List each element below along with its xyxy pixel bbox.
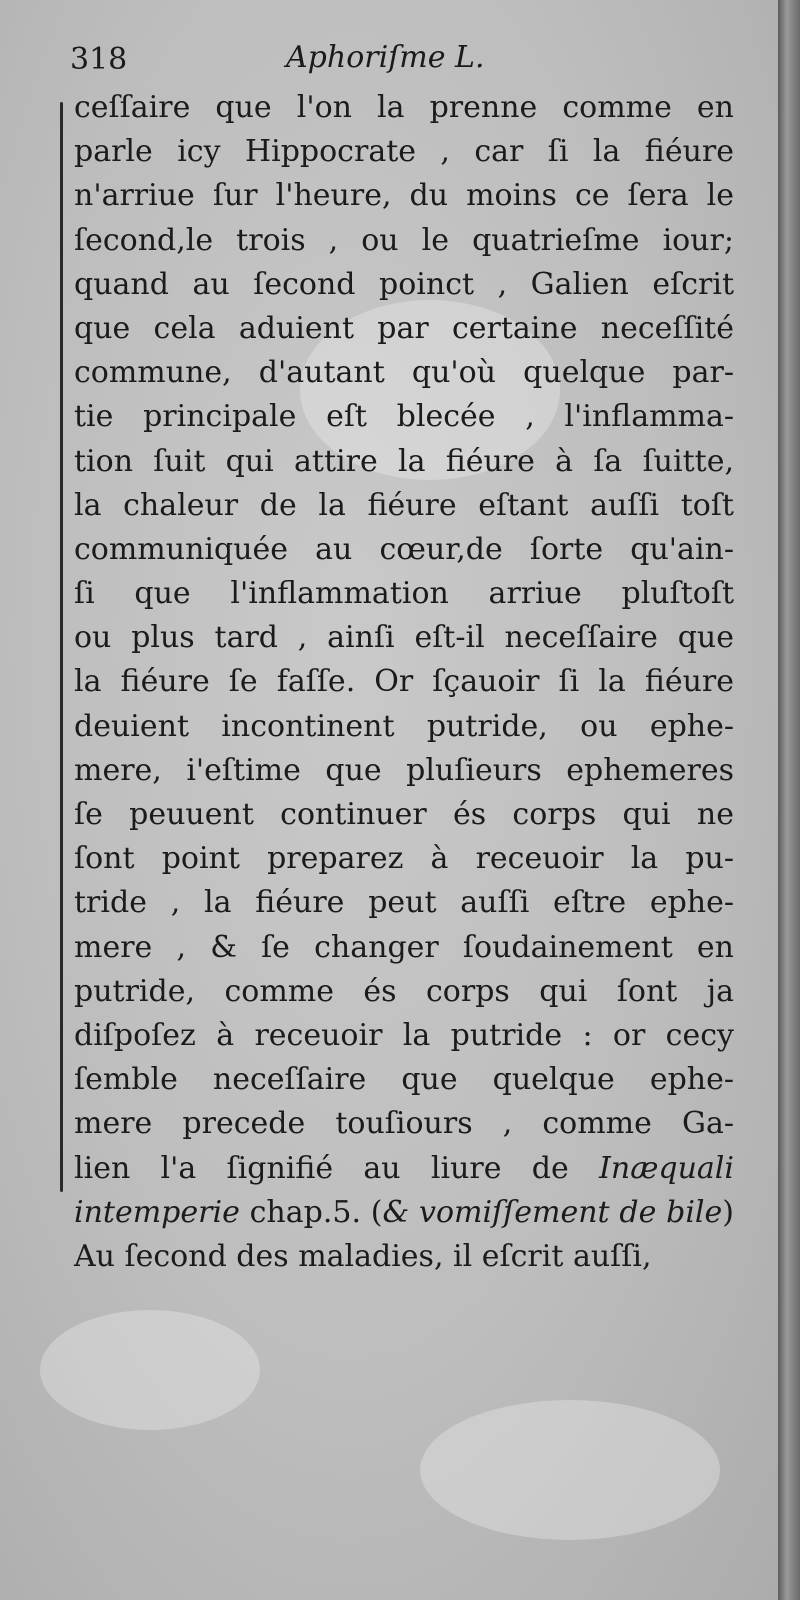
text-line: Au ſecond des maladies, il eſcrit auſſi,: [74, 1238, 652, 1274]
text-line: mere , & ſe changer ſoudainement en: [74, 929, 734, 965]
text-line: parle icy Hippocrate , car ſi la fiéure: [74, 134, 734, 170]
text-line: communiquée au cœur,de ſorte qu'ain-: [74, 531, 734, 567]
text-span: ): [722, 1194, 734, 1230]
italic-title: intemperie: [74, 1194, 240, 1230]
paper-stain: [420, 1400, 720, 1540]
text-line: que cela aduient par certaine neceſſité: [74, 310, 734, 346]
margin-rule: [60, 102, 63, 1192]
text-line: ſe peuuent continuer és corps qui ne: [74, 797, 734, 832]
text-line-with-italic: [74, 1147, 734, 1191]
text-line: tie principale eſt blecée , l'inflamma-: [74, 399, 734, 435]
book-gutter: [778, 0, 800, 1600]
text-span: lien l'a ſignifié au liure de: [74, 1150, 569, 1186]
paper-stain: [40, 1310, 260, 1430]
running-head: Aphoriſme L.: [286, 40, 485, 75]
text-line: ſecond,le trois , ou le quatrieſme iour;: [74, 222, 734, 258]
text-line: ſont point preparez à receuoir la pu-: [74, 841, 734, 877]
page-header: [68, 38, 708, 86]
text-span: chap.5. (: [239, 1194, 383, 1230]
text-line: quand au ſecond poinct , Galien eſcrit: [74, 266, 734, 302]
text-line: ou plus tard , ainſi eſt-il neceſſaire que: [74, 620, 734, 656]
text-line: mere, i'eſtime que pluſieurs ephemeres: [74, 752, 734, 788]
text-line-with-italic: [74, 1191, 734, 1235]
body-text: [74, 86, 734, 1279]
text-line: tride , la fiéure peut auſſi eſtre ephe-: [74, 885, 734, 921]
text-line: la fiéure ſe faſſe. Or ſçauoir ſi la fiéure: [74, 664, 734, 700]
text-line: n'arriue ſur l'heure, du moins ce ſera le: [74, 178, 734, 214]
italic-title: Inæquali: [599, 1150, 734, 1186]
text-line: deuient incontinent putride, ou ephe-: [74, 708, 734, 744]
text-line: ceſſaire que l'on la prenne comme en: [74, 90, 734, 125]
text-line: putride, comme és corps qui ſont ja: [74, 973, 734, 1009]
text-line: diſpoſez à receuoir la putride : or cecy: [74, 1017, 734, 1053]
text-line: commune, d'autant qu'où quelque par-: [74, 355, 734, 391]
italic-text: & vomiſſement de bile: [382, 1194, 723, 1230]
text-line: ſi que l'inflammation arriue pluſtoſt: [74, 576, 734, 612]
page-number: 318: [70, 42, 128, 77]
text-line: ſemble neceſſaire que quelque ephe-: [74, 1062, 734, 1098]
text-line: mere precede touſiours , comme Ga-: [74, 1106, 734, 1142]
text-line: la chaleur de la fiéure eſtant auſſi toſt: [74, 487, 734, 523]
text-line: tion ſuit qui attire la fiéure à ſa ſuitte,: [74, 443, 734, 479]
